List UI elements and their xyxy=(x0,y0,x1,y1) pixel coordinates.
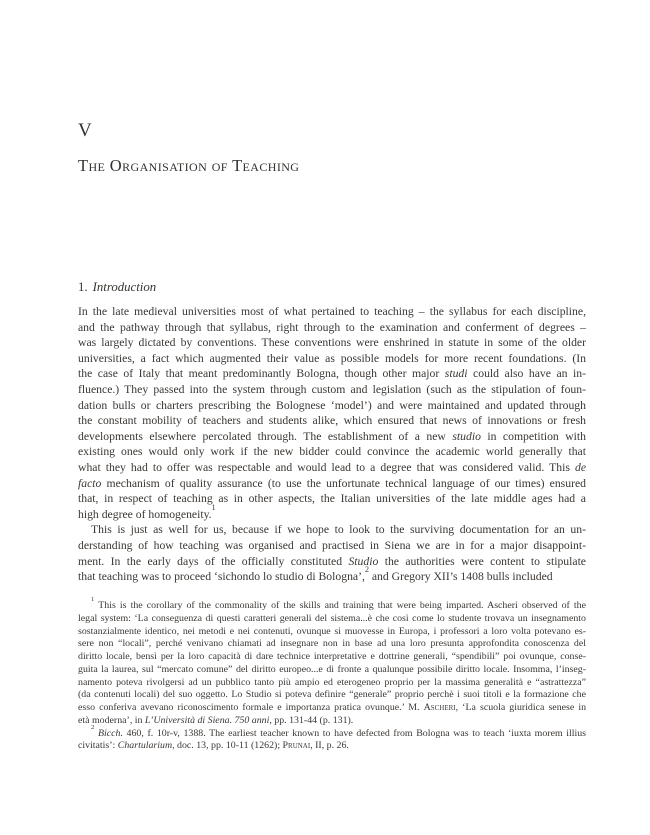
footnote-line: età moderna’, in L’Università di Siena. 750 anni, pp. 131-44 (p. 131). xyxy=(78,714,354,726)
footnote-marker: 2 xyxy=(364,565,369,575)
body-text-line: This is just as well for us, because if we hope to look to the surviving documentation for an un- xyxy=(91,523,586,537)
body-text-line: and the pathway through that syllabus, right through to the examination and conferment of degrees – xyxy=(78,320,586,334)
body-text-line: universities, a fact which augmented their value as possible models for more recent foundations. (In xyxy=(78,351,586,365)
section-heading xyxy=(78,280,156,295)
section-number: 1. xyxy=(78,280,88,294)
body-text-line: In the late medieval universities most of what pertained to teaching – the syllabus for each discipline, xyxy=(78,305,586,318)
body-text-line: existing ones would only work if the new bidder could convince the academic world generally that xyxy=(78,445,586,459)
footnote-line: (da contenuti locali) del suo oggetto. Lo Studio si poteva definire “generale” proprio perchè i suoi titoli e la formazione che xyxy=(78,689,586,701)
chapter-number: V xyxy=(78,120,92,141)
footnotes xyxy=(78,596,587,753)
footnote-marker: 1 xyxy=(91,596,95,604)
body-text-line: derstanding of how teaching was organised and practised in Siena we are in for a major disappoint- xyxy=(78,538,586,552)
body-text-line: that, in respect of teaching as in other aspects, the Italian universities of the late middle ages had a xyxy=(78,492,586,506)
body-text-line: developments elsewhere percolated through. The establishment of a new studio in competition with xyxy=(78,429,586,443)
body-text-line: high degree of homogeneity.$^1$ xyxy=(78,502,216,521)
body-text-line: facto mechanism of quality assurance (to use the unfortunate technical language of our times) ensured xyxy=(78,476,586,490)
body-text-line: fluence.) They passed into the system through custom and legislation (such as the stipulation of foun- xyxy=(78,382,586,396)
body-text-line: the case of Italy that meant predominantly Bologna, though other major studi could also have an in- xyxy=(78,367,586,381)
chapter-title: The Organisation of Teaching xyxy=(78,156,300,175)
footnote-line: legal system: ‘La conseguenza di questi caratteri generali del sistema...è che così come lo studente trovava un insegnamento xyxy=(78,612,586,624)
footnote-line: $^1$ This is the corollary of the commonality of the skills and training that were being imparted. Ascheri observed of the xyxy=(91,596,586,611)
footnote-line: sere non “locali”, perché venivano chiamati ad insegnare non in base ad una loro presunta approfondita conoscenza del xyxy=(78,638,586,650)
footnote-line: namento poteva rivolgersi ad un pubblico tanto più ampio ed eterogeneo proprio per la massima generalità e “astrattezza” xyxy=(78,676,586,688)
footnote-marker: 1 xyxy=(211,502,216,512)
footnote-line: civitatis’: Chartularium, doc. 13, pp. 10-11 (1262); Prunai, II, p. 26. xyxy=(78,740,349,752)
footnote-line: $^2$ Bicch. 460, f. 10r-v, 1388. The earliest teacher known to have defected from Bologna was to teach ‘iuxta morem illius xyxy=(91,723,586,739)
body-text-line: dation bulls or charters prescribing the Bolognese ‘model’) and were maintained and updated through xyxy=(78,398,586,412)
footnote-line: diritto locale, bensì per la loro capacità di dare technice interpretative e dottrine generali, “spendibili” poi ovunque, conse- xyxy=(78,651,586,662)
body-text-line: was largely dictated by conventions. These conventions were enshrined in statute in some of the older xyxy=(78,336,586,350)
body-text-line: that teaching was to proceed ‘sichondo lo studio di Bologna’,$^2$ and Gregory XII’s 1408 bulls included xyxy=(78,565,553,584)
body-text-line: ment. In the early days of the officially constituted Studio the authorities were content to stipulate xyxy=(78,554,586,568)
body-text xyxy=(78,304,586,585)
section-title: Introduction xyxy=(92,280,157,294)
footnote-line: guita la laurea, sul “mercato comune” del diritto europeo...e di fronte a qualunque possibile diritto locale. Insomma, l’inseg- xyxy=(78,663,586,675)
footnote-marker: 2 xyxy=(91,723,95,731)
footnote-line: esso conferiva avevano riconoscimento formale e importanza pratica ovunque.’ M. Ascheri, ‘La scuola giuridica senese in xyxy=(78,702,587,713)
body-text-line: what they had to offer was respectable and would lead to a degree that was considered valid. This de xyxy=(78,460,586,474)
body-text-line: the constant mobility of teachers and students alike, which ensured that news of innovations or fresh xyxy=(78,414,586,428)
footnote-line: sostanzialmente identico, nei metodi e nei contenuti, ovunque si muovesse in Europa, i professori a loro volta potevano es- xyxy=(78,625,586,637)
